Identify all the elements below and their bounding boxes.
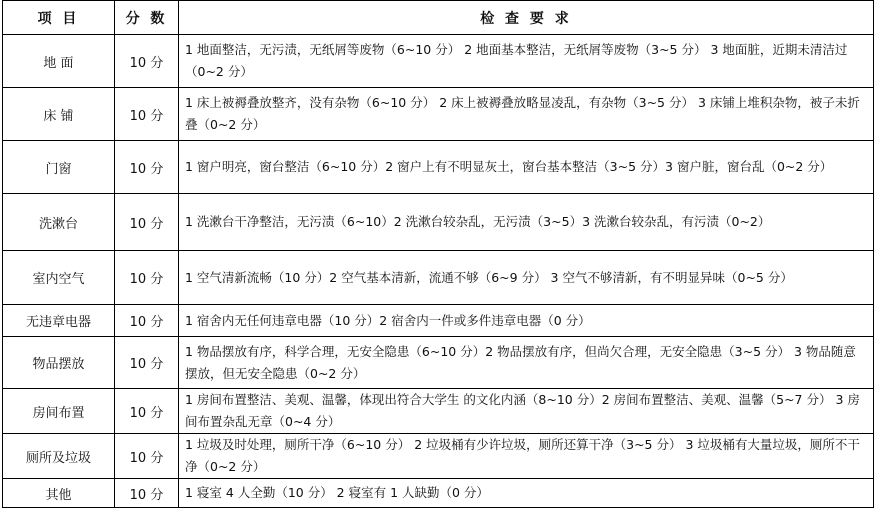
table-row: [3, 251, 874, 305]
requirement-cell: 1 房间布置整洁、美观、温馨，体现出符合大学生 的文化内涵（8~10 分）2 房间布置整洁、美观、温馨（5~7 分） 3 房间布置杂乱无章（0~4 分）: [179, 389, 874, 434]
header-row: [3, 1, 874, 35]
score-cell: 10 分: [115, 35, 179, 88]
requirement-cell: 1 地面整洁，无污渍，无纸屑等废物（6~10 分） 2 地面基本整洁，无纸屑等废物（3~5 分） 3 地面脏，近期未清洁过（0~2 分）: [179, 35, 874, 88]
header-score: 分 数: [115, 1, 179, 35]
requirement-cell: 1 垃圾及时处理，厕所干净（6~10 分） 2 垃圾桶有少许垃圾，厕所还算干净（3~5 分） 3 垃圾桶有大量垃圾，厕所不干净（0~2 分）: [179, 434, 874, 479]
score-cell: 10 分: [115, 337, 179, 389]
requirement-cell: 1 寝室 4 人全勤（10 分） 2 寝室有 1 人缺勤（0 分）: [179, 479, 874, 508]
header-item: 项 目: [3, 1, 115, 35]
item-cell: 其他: [3, 479, 115, 508]
item-cell: 洗漱台: [3, 194, 115, 251]
requirement-cell: 1 空气清新流畅（10 分）2 空气基本清新，流通不够（6~9 分） 3 空气不够清新，有不明显异味（0~5 分）: [179, 251, 874, 305]
table-row: [3, 141, 874, 194]
table-row: [3, 389, 874, 434]
score-cell: 10 分: [115, 88, 179, 141]
item-cell: 地 面: [3, 35, 115, 88]
table-row: [3, 479, 874, 508]
requirement-cell: 1 宿舍内无任何违章电器（10 分）2 宿舍内一件或多件违章电器（0 分）: [179, 305, 874, 337]
table-row: [3, 35, 874, 88]
score-cell: 10 分: [115, 194, 179, 251]
item-cell: 无违章电器: [3, 305, 115, 337]
header-requirement: 检 查 要 求: [179, 1, 874, 35]
table-row: [3, 337, 874, 389]
item-cell: 门窗: [3, 141, 115, 194]
requirement-cell: 1 窗户明亮，窗台整洁（6~10 分）2 窗户上有不明显灰土，窗台基本整洁（3~5 分）3 窗户脏，窗台乱（0~2 分）: [179, 141, 874, 194]
requirement-cell: 1 洗漱台干净整洁，无污渍（6~10）2 洗漱台较杂乱，无污渍（3~5）3 洗漱台较杂乱，有污渍（0~2）: [179, 194, 874, 251]
item-cell: 房间布置: [3, 389, 115, 434]
table-row: [3, 88, 874, 141]
requirement-cell: 1 物品摆放有序，科学合理，无安全隐患（6~10 分）2 物品摆放有序，但尚欠合理，无安全隐患（3~5 分） 3 物品随意摆放，但无安全隐患（0~2 分）: [179, 337, 874, 389]
requirement-cell: 1 床上被褥叠放整齐，没有杂物（6~10 分） 2 床上被褥叠放略显凌乱，有杂物（3~5 分） 3 床铺上堆积杂物，被子未折叠（0~2 分）: [179, 88, 874, 141]
score-cell: 10 分: [115, 434, 179, 479]
score-cell: 10 分: [115, 479, 179, 508]
table-row: [3, 194, 874, 251]
item-cell: 厕所及垃圾: [3, 434, 115, 479]
score-cell: 10 分: [115, 141, 179, 194]
score-cell: 10 分: [115, 251, 179, 305]
item-cell: 床 铺: [3, 88, 115, 141]
table-row: [3, 305, 874, 337]
item-cell: 物品摆放: [3, 337, 115, 389]
inspection-table: [2, 0, 874, 508]
score-cell: 10 分: [115, 389, 179, 434]
score-cell: 10 分: [115, 305, 179, 337]
item-cell: 室内空气: [3, 251, 115, 305]
table-row: [3, 434, 874, 479]
